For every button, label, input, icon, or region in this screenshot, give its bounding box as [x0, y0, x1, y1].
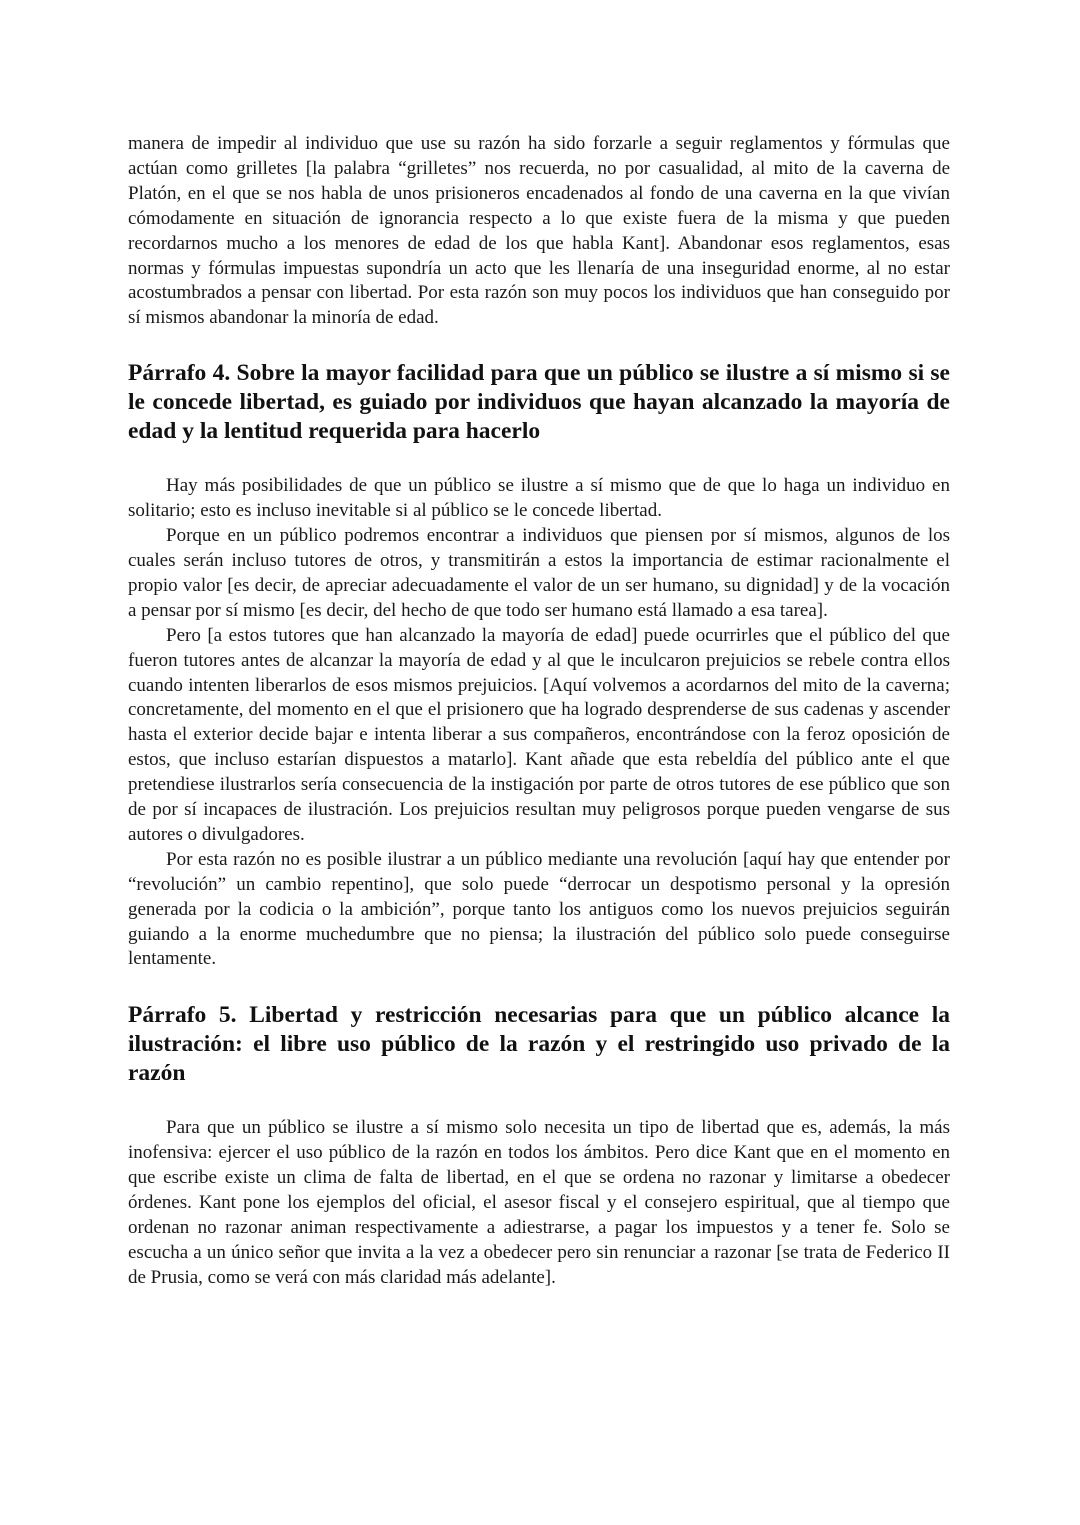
section-5-paragraph-1: Para que un público se ilustre a sí mismo solo necesita un tipo de libertad que es, además, la más inofensiva: ejercer el uso público de la razón en todos los ámbitos. Pero dice Kant que en el momento en que escribe existe un clima de falta de libertad, en el que se ordena no razonar y limitarse a obedecer órdenes. Kant pone los ejemplos del oficial, el asesor fiscal y el consejero espiritual, que al tiempo que ordenan no razonar animan respectivamente a adiestrarse, a pagar los impuestos y a tener fe. Solo se escucha a un único señor que invita a la vez a obedecer pero sin renunciar a razonar [se trata de Federico II de Prusia, como se verá con más claridad más adelante].: [128, 1117, 950, 1288]
section-5-heading: Párrafo 5. Libertad y restricción necesarias para que un público alcance la ilustración: el libre uso público de la razón y el restringido uso privado de la razón: [128, 1002, 950, 1087]
section-4-paragraph-4: Por esta razón no es posible ilustrar a un público mediante una revolución [aquí hay que entender por “revolución” un cambio repentino], que solo puede “derrocar un despotismo personal y la opresión generada por la codicia o la ambición”, porque tanto los antiguos como los nuevos prejuicios seguirán guiando a la enorme muchedumbre que no piensa; la ilustración del público solo puede conseguirse lentamente.: [128, 848, 950, 970]
section-4-paragraph-1: Hay más posibilidades de que un público se ilustre a sí mismo que de que lo haga un individuo en solitario; esto es incluso inevitable si al público se le concede libertad.: [128, 475, 950, 522]
section-4-paragraph-3: Pero [a estos tutores que han alcanzado la mayoría de edad] puede ocurrirles que el público del que fueron tutores antes de alcanzar la mayoría de edad y al que le inculcaron prejuicios se rebele contra ellos cuando intenten liberarlos de esos mismos prejuicios. [Aquí volvemos a acordarnos del mito de la caverna; concretamente, del momento en el que el prisionero que ha logrado desprenderse de sus cadenas y ascender hasta el exterior decide bajar e intenta liberar a sus compañeros, encontrándose con la feroz oposición de estos, que incluso estarían dispuestos a matarlo]. Kant añade que esta rebeldía del público ante el que pretendiese ilustrarlos sería consecuencia de la instigación por parte de otros tutores de ese público que son de por sí incapaces de ilustración. Los prejuicios resultan muy peligrosos porque pueden vengarse de sus autores o divulgadores.: [128, 624, 950, 845]
intro-paragraph: manera de impedir al individuo que use su razón ha sido forzarle a seguir reglamentos y fórmulas que actúan como grilletes [la palabra “grilletes” nos recuerda, no por casualidad, al mito de la caverna de Platón, en el que se nos habla de unos prisioneros encadenados al fondo de una caverna en la que vivían cómodamente en situación de ignorancia respecto a lo que existe fuera de la misma y que pueden recordarnos mucho a los menores de edad de los que habla Kant]. Abandonar esos reglamentos, esas normas y fórmulas impuestas supondría un acto que les llenaría de una inseguridad enorme, al no estar acostumbrados a pensar con libertad. Por esta razón son muy pocos los individuos que han conseguido por sí mismos abandonar la minoría de edad.: [128, 133, 950, 329]
document-page: [128, 132, 950, 1291]
section-4-heading: Párrafo 4. Sobre la mayor facilidad para que un público se ilustre a sí mismo si se le concede libertad, es guiado por individuos que hayan alcanzado la mayoría de edad y la lentitud requerida para hacerlo: [128, 360, 950, 445]
section-4-paragraph-2: Porque en un público podremos encontrar a individuos que piensen por sí mismos, algunos de los cuales serán incluso tutores de otros, y transmitirán a estos la importancia de estimar racionalmente el propio valor [es decir, de apreciar adecuadamente el valor de un ser humano, su dignidad] y de la vocación a pensar por sí mismo [es decir, del hecho de que todo ser humano está llamado a esa tarea].: [128, 525, 950, 621]
